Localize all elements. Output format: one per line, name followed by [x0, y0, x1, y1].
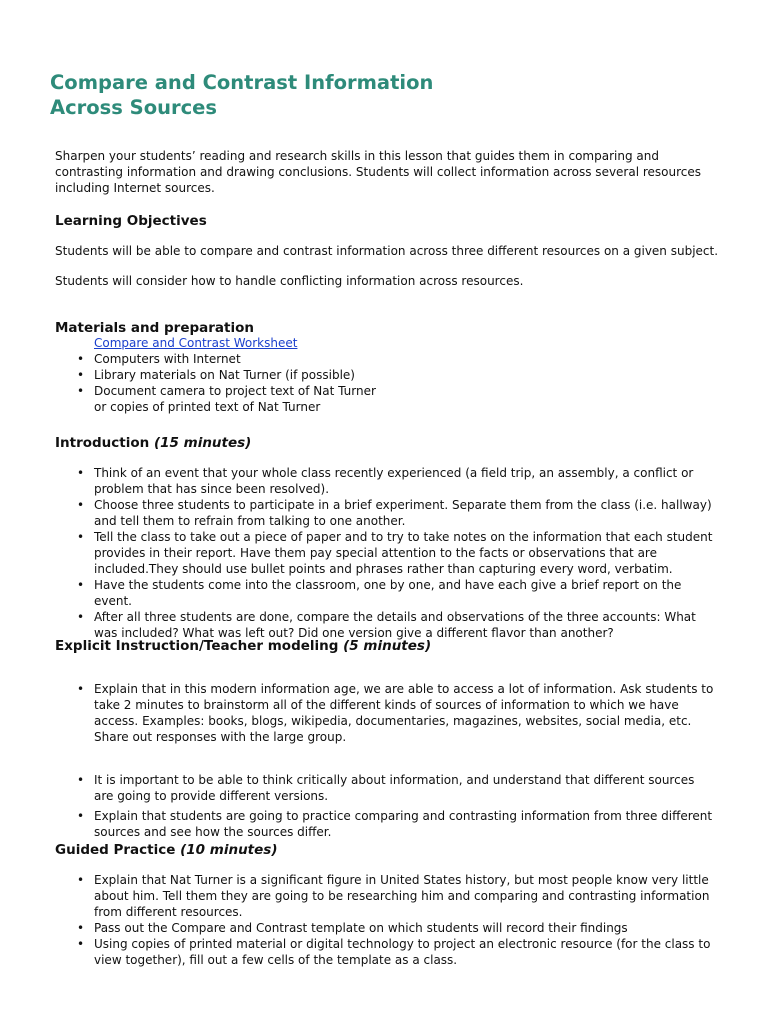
- guided-item: Using copies of printed material or digital technology to project an electronic resource (for the class to view together), fill out a few cells of the template as a class.: [94, 937, 711, 967]
- guided-practice-heading: [55, 841, 278, 859]
- introduction-item: Tell the class to take out a piece of paper and to try to take notes on the information that each student provides in their report. Have them pay special attention to the facts or observations that are included.They should use bullet points and phrases rather than capturing every word, verbatim.: [94, 530, 713, 576]
- page-title-line-1: Compare and Contrast Information: [50, 71, 434, 94]
- list-item: [77, 529, 717, 577]
- bullet-icon: •: [77, 937, 85, 951]
- list-item: [77, 497, 717, 529]
- list-item: [77, 808, 717, 840]
- bullet-icon: •: [77, 368, 85, 382]
- objective-2: Students will consider how to handle conflicting information across resources.: [55, 274, 524, 288]
- material-item: Document camera to project text of Nat Turner: [94, 384, 376, 398]
- guided-item: Explain that Nat Turner is a significant figure in United States history, but most people know very little about him. Tell them they are going to be researching him and comparing and contrasting information from different resources.: [94, 873, 710, 919]
- list-item: [77, 465, 717, 497]
- explicit-item: It is important to be able to think critically about information, and understand that different sources are going to provide different versions.: [94, 773, 695, 803]
- guided-practice-list: [77, 872, 717, 968]
- guided-practice-duration: (10 minutes): [180, 842, 278, 858]
- list-item: [77, 772, 717, 804]
- material-item: Library materials on Nat Turner (if possible): [94, 368, 355, 382]
- bullet-icon: •: [77, 384, 85, 398]
- bullet-icon: •: [77, 530, 85, 544]
- materials-list: [77, 351, 717, 415]
- bullet-icon: •: [77, 773, 85, 787]
- introduction-item: Have the students come into the classroom, one by one, and have each give a brief report on the event.: [94, 578, 682, 608]
- objective-1: Students will be able to compare and contrast information across three different resources on a given subject.: [55, 244, 719, 258]
- introduction-list: [77, 465, 717, 641]
- list-item: [77, 367, 717, 383]
- list-item: [77, 872, 717, 920]
- list-item: [77, 351, 717, 367]
- list-item: [77, 383, 717, 415]
- material-item: Computers with Internet: [94, 352, 241, 366]
- introduction-duration: (15 minutes): [153, 435, 252, 451]
- bullet-icon: •: [77, 921, 85, 935]
- guided-practice-heading-label: Guided Practice: [55, 842, 176, 858]
- bullet-icon: •: [77, 610, 85, 624]
- compare-contrast-worksheet-link[interactable]: Compare and Contrast Worksheet: [94, 336, 298, 350]
- bullet-icon: •: [77, 873, 85, 887]
- introduction-item: Choose three students to participate in a brief experiment. Separate them from the class (i.e. hallway) and tell them to refrain from talking to one another.: [94, 498, 712, 528]
- page-title: [50, 70, 433, 120]
- explicit-instruction-heading: [55, 637, 431, 655]
- list-item: [77, 577, 717, 609]
- guided-item: Pass out the Compare and Contrast template on which students will record their findings: [94, 921, 628, 935]
- bullet-icon: •: [77, 682, 85, 696]
- explicit-instruction-heading-label: Explicit Instruction/Teacher modeling: [55, 638, 339, 654]
- materials-heading: Materials and preparation: [55, 320, 254, 336]
- introduction-heading-label: Introduction: [55, 435, 150, 451]
- learning-objectives-heading: Learning Objectives: [55, 213, 207, 229]
- introduction-heading: [55, 434, 251, 452]
- explicit-item: Explain that in this modern information age, we are able to access a lot of information. Ask students to take 2 minutes to brainstorm all of the different kinds of sources of information to which we have access. Examples: books, blogs, wikipedia, documentaries, magazines, websites, social media, etc. Share out responses with the large group.: [94, 682, 714, 744]
- bullet-icon: •: [77, 352, 85, 366]
- list-item: [77, 681, 717, 745]
- list-item: [77, 920, 717, 936]
- bullet-icon: •: [77, 466, 85, 480]
- page-title-line-2: Across Sources: [50, 96, 217, 119]
- explicit-instruction-duration: (5 minutes): [343, 638, 432, 654]
- explicit-list-1: [77, 681, 717, 745]
- bullet-icon: •: [77, 809, 85, 823]
- bullet-icon: •: [77, 498, 85, 512]
- explicit-item: Explain that students are going to practice comparing and contrasting information from three different sources and see how the sources differ.: [94, 809, 713, 839]
- introduction-item: After all three students are done, compare the details and observations of the three accounts: What was included? What was left out? Did one version give a different flavor than another?: [94, 610, 696, 640]
- bullet-icon: •: [77, 578, 85, 592]
- explicit-list-2: [77, 772, 717, 840]
- introduction-item: Think of an event that your whole class recently experienced (a field trip, an assembly, a conflict or problem that has since been resolved).: [94, 466, 694, 496]
- list-item: [77, 936, 717, 968]
- intro-paragraph: Sharpen your students’ reading and research skills in this lesson that guides them in comparing and contrasting information and drawing conclusions. Students will collect information across several resources including Internet sources.: [55, 149, 702, 195]
- material-item-continuation: or copies of printed text of Nat Turner: [94, 400, 321, 414]
